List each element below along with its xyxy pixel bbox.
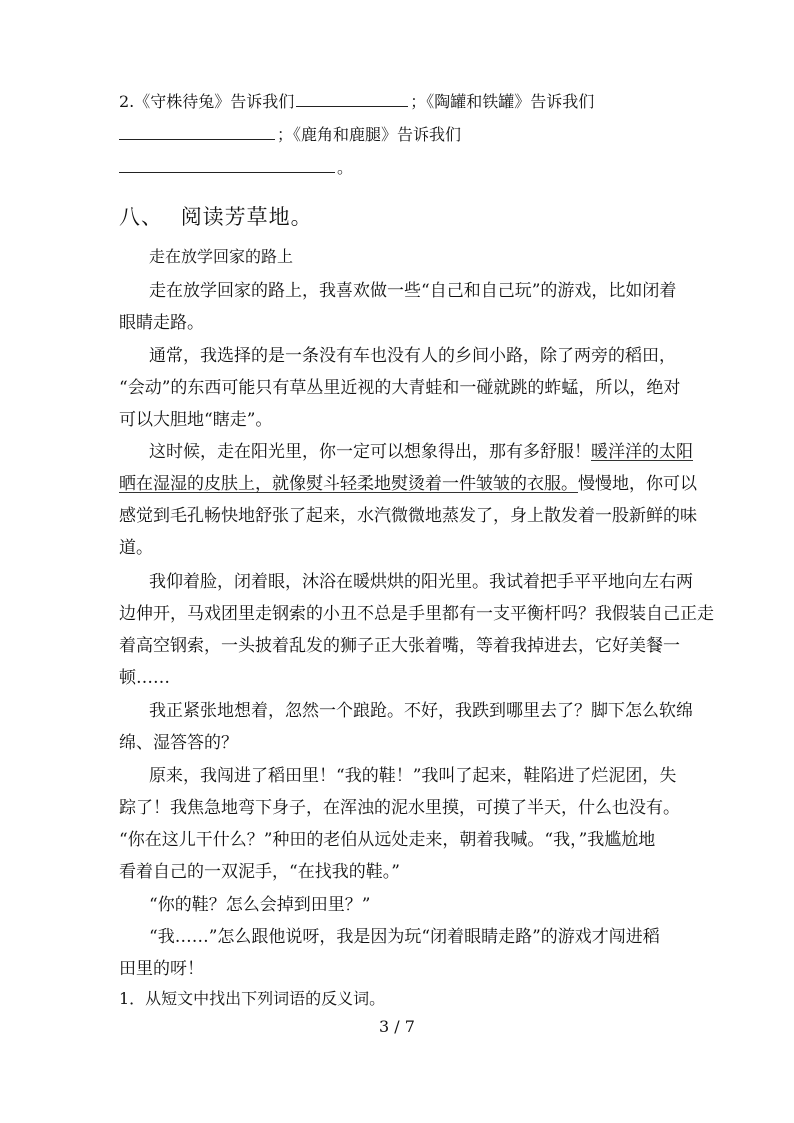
- passage-line: 着高空钢索，一头披着乱发的狮子正大张着嘴，等着我掉进去，它好美餐一: [119, 636, 680, 656]
- q2-part2: ；《陶罐和铁罐》告诉我们: [410, 92, 595, 111]
- passage-line: 顿……: [119, 668, 170, 688]
- passage-line: “你的鞋？怎么会掉到田里？”: [149, 895, 371, 915]
- passage-text: 这时候，走在阳光里，你一定可以想象得出，那有多舒服！: [149, 442, 591, 462]
- passage-line: 眼睛走路。: [119, 313, 204, 333]
- passage-line: 我正紧张地想着，忽然一个踉跄。不好，我跌到哪里去了？脚下怎么软绵: [149, 701, 693, 721]
- answer-blank[interactable]: [296, 105, 408, 107]
- passage-text: 慢慢地，你可以: [578, 474, 697, 494]
- q2-part3: ；《鹿角和鹿腿》告诉我们: [277, 125, 462, 144]
- q2-line-2: [119, 122, 461, 145]
- passage-line: “我……”怎么跟他说呀，我是因为玩“闭着眼睛走路”的游戏才闯进稻: [149, 927, 660, 947]
- passage-line: 走在放学回家的路上，我喜欢做一些“自己和自己玩”的游戏，比如闭着: [149, 281, 677, 301]
- question-1: 1．从短文中找出下列词语的反义词。: [119, 989, 386, 1008]
- passage-line: 边伸开，马戏团里走钢索的小丑不总是手里都有一支平衡杆吗？我假装自己正走: [119, 604, 714, 624]
- q2-line-1: [119, 89, 594, 112]
- section-number: 八、: [119, 205, 163, 229]
- passage-line: 踪了！我焦急地弯下身子，在浑浊的泥水里摸，可摸了半天，什么也没有。: [119, 798, 680, 818]
- q2-prefix: 2.《守株待兔》告诉我们: [119, 92, 295, 111]
- answer-blank[interactable]: [119, 138, 275, 140]
- passage-line: “你在这儿干什么？”种田的老伯从远处走来，朝着我喊。“我，”我尴尬地: [119, 830, 656, 850]
- q2-line-3: [119, 155, 353, 178]
- passage-line: 可以大胆地“瞎走”。: [119, 410, 273, 430]
- passage-line: 道。: [119, 538, 153, 558]
- answer-blank[interactable]: [119, 171, 335, 173]
- underlined-sentence: 暖洋洋的太阳: [591, 442, 693, 462]
- passage-line: 通常，我选择的是一条没有车也没有人的乡间小路，除了两旁的稻田，: [149, 346, 676, 366]
- passage-line: [119, 469, 697, 494]
- passage-line: 感觉到毛孔畅快地舒张了起来，水汽微微地蒸发了，身上散发着一股新鲜的味: [119, 506, 697, 526]
- passage-line: “会动”的东西可能只有草丛里近视的大青蛙和一碰就跳的蚱蜢，所以，绝对: [119, 378, 681, 398]
- passage-line: 原来，我闯进了稻田里！“我的鞋！”我叫了起来，鞋陷进了烂泥团，失: [149, 766, 677, 786]
- passage-line: 我仰着脸，闭着眼，沐浴在暖烘烘的阳光里。我试着把手平平地向左右两: [149, 572, 693, 592]
- section-title: 阅读芳草地。: [180, 205, 313, 229]
- passage-line: 田里的呀！: [119, 959, 204, 979]
- passage-line: [149, 437, 693, 462]
- passage-title: 走在放学回家的路上: [149, 247, 294, 266]
- underlined-sentence: 晒在湿湿的皮肤上，就像熨斗轻柔地熨烫着一件皱皱的衣服。: [119, 474, 578, 494]
- passage-line: 看着自己的一双泥手，“在找我的鞋。”: [119, 862, 400, 882]
- section-heading: [119, 201, 313, 231]
- passage-line: 绵、湿答答的？: [119, 733, 238, 753]
- page-number: 3 / 7: [379, 1017, 415, 1036]
- q2-end: 。: [337, 158, 354, 177]
